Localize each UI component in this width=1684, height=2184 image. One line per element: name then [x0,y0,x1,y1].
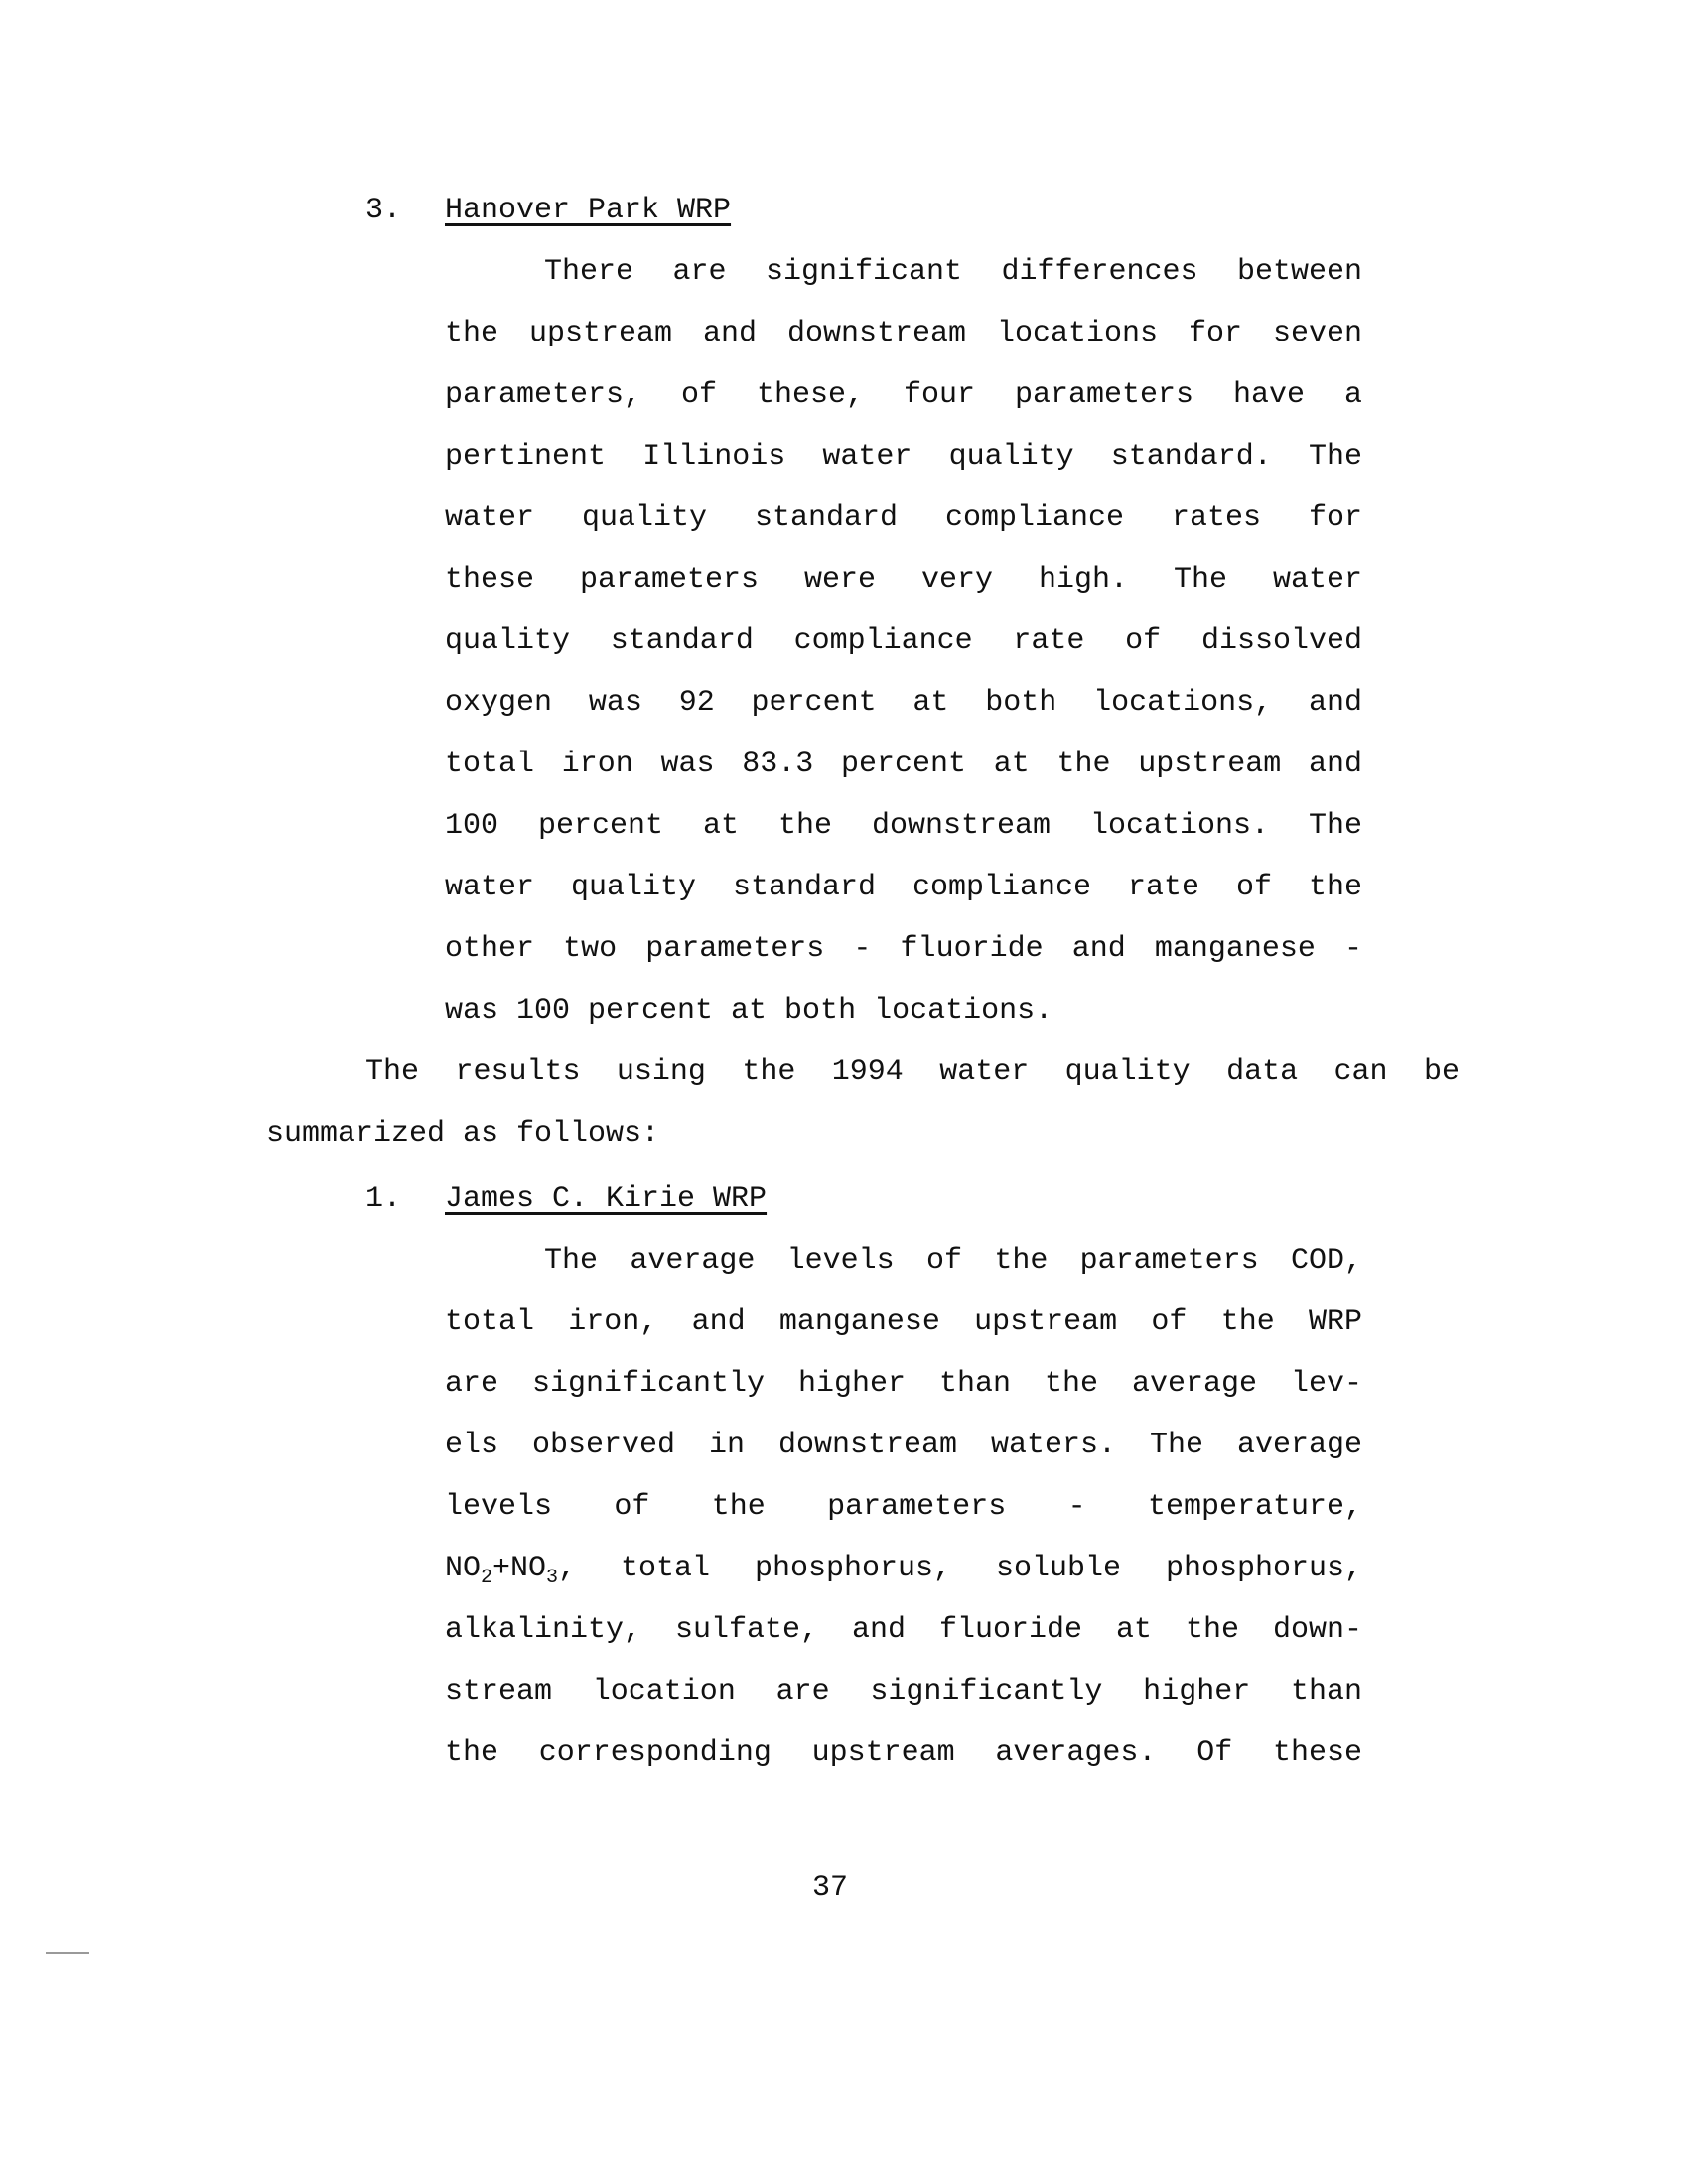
section-3-line-6: these parameters were very high. The water [445,563,1362,597]
formula-rest: , total phosphorus, soluble phosphorus, [558,1552,1362,1585]
section-3-heading: Hanover Park WRP [445,194,732,227]
section-1-line-3: are significantly higher than the average lev- [445,1367,1362,1401]
section-3-line-3: parameters, of these, four parameters have a [445,378,1362,412]
section-3-last-line: was 100 percent at both locations. [445,994,1053,1027]
formula-no3: +NO [492,1552,547,1585]
section-1-heading: James C. Kirie WRP [445,1182,768,1216]
section-3-line-8: oxygen was 92 percent at both locations, and [445,686,1362,720]
section-1-line-2: total iron, and manganese upstream of the WRP [445,1305,1362,1339]
page-number: 37 [812,1871,849,1905]
section-3-line-4: pertinent Illinois water quality standard. The [445,440,1362,474]
section-1-number: 1. [365,1182,402,1216]
section-3-line-9: total iron was 83.3 percent at the upstream and [445,748,1362,781]
section-3-line-5: water quality standard compliance rates for [445,501,1362,535]
section-1-formula-line [445,1551,1362,1589]
section-3-line-11: water quality standard compliance rate of the [445,871,1362,904]
section-3-line-10: 100 percent at the downstream locations. The [445,809,1362,843]
summary-line-2: summarized as follows: [266,1117,660,1151]
scan-mark [46,1952,89,1954]
section-1-line-8: stream location are significantly higher than [445,1675,1362,1708]
section-3-line-12: other two parameters - fluoride and manganese - [445,932,1362,966]
section-1-line-5: levels of the parameters - temperature, [445,1490,1362,1524]
section-3-line-2: the upstream and downstream locations for seven [445,317,1362,350]
section-1-line-9: the corresponding upstream averages. Of these [445,1736,1362,1770]
formula-sub-2: 2 [481,1567,493,1589]
section-3-number: 3. [365,194,402,227]
summary-line-1: The results using the 1994 water quality data can be [365,1055,1460,1089]
section-1-line-4: els observed in downstream waters. The average [445,1429,1362,1462]
section-1-line-1: The average levels of the parameters COD, [544,1244,1362,1278]
section-3-line-1: There are significant differences between [544,255,1362,289]
formula-no2: NO [445,1552,482,1585]
formula-sub-3: 3 [546,1567,559,1589]
section-3-line-7: quality standard compliance rate of dissolved [445,624,1362,658]
section-1-line-7: alkalinity, sulfate, and fluoride at the down- [445,1613,1362,1647]
